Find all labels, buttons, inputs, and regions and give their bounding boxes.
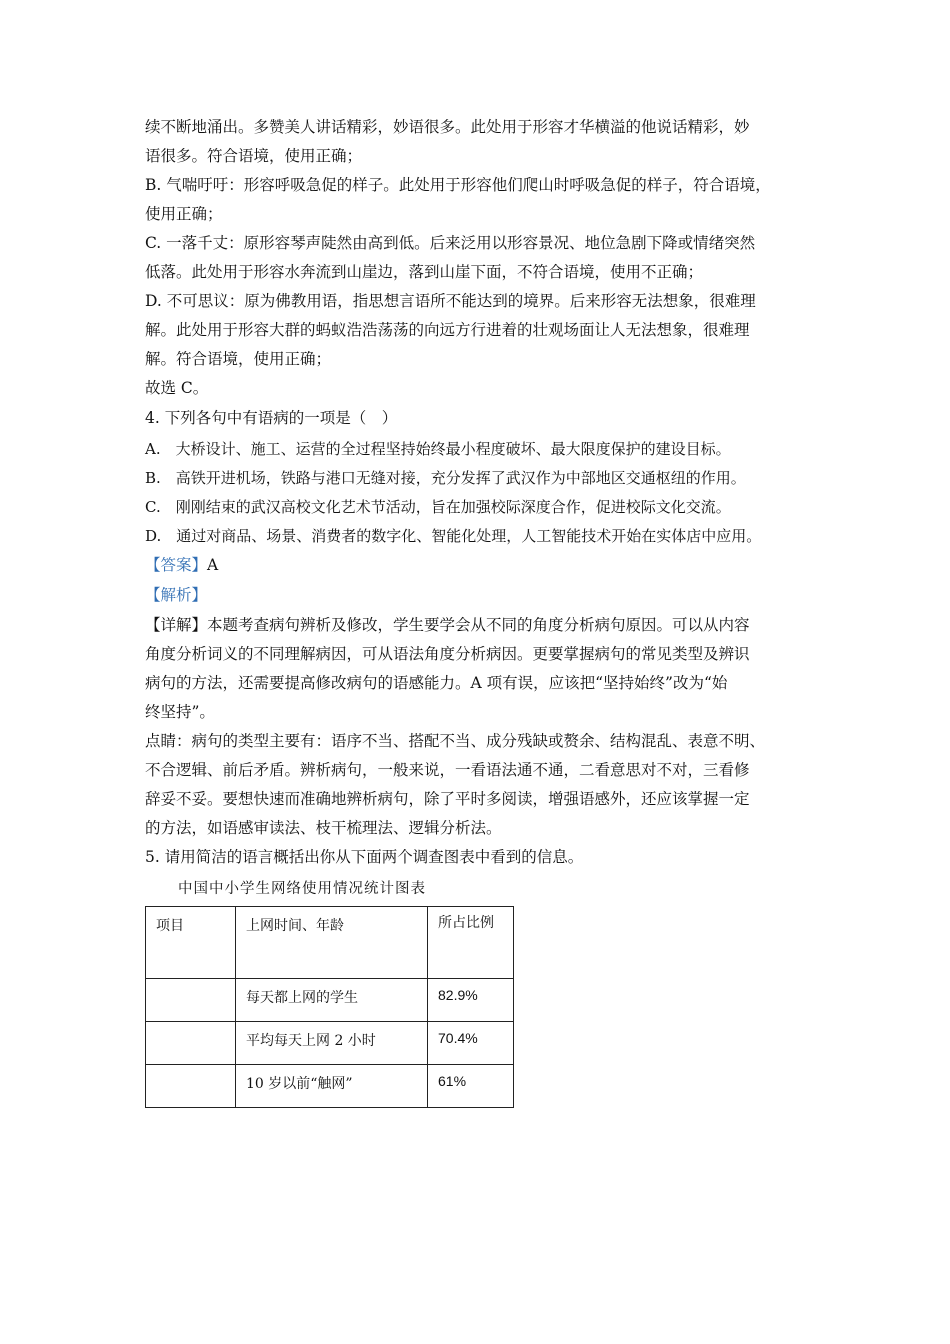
text-line: C. 一落千丈：原形容琴声陡然由高到低。后来泛用以形容景况、地位急剧下降或情绪突然	[145, 234, 756, 252]
row-pct: 70.4%	[428, 1022, 514, 1065]
text-line: D. 不可思议：原为佛教用语，指思想言语所不能达到的境界。后来形容无法想象，很难理	[145, 292, 756, 310]
question-5-stem: 5. 请用简洁的语言概括出你从下面两个调查图表中看到的信息。	[145, 848, 584, 866]
row-item	[146, 1065, 236, 1108]
row-item	[146, 979, 236, 1022]
statistics-table	[145, 906, 514, 1108]
text-line: 使用正确；	[145, 205, 223, 223]
question-4-stem: 4. 下列各句中有语病的一项是（ ）	[145, 409, 398, 427]
text-line: 续不断地涌出。多赞美人讲话精彩，妙语很多。此处用于形容才华横溢的他说话精彩，妙	[145, 118, 750, 136]
detail-tag: 【详解】	[145, 616, 208, 634]
option-d: D. 通过对商品、场景、消费者的数字化、智能化处理，人工智能技术开始在实体店中应用。	[145, 527, 762, 545]
answer-line	[145, 555, 218, 575]
header-desc: 上网时间、年龄	[236, 907, 428, 979]
row-item	[146, 1022, 236, 1065]
row-desc: 平均每天上网 2 小时	[236, 1022, 428, 1065]
text-line: 解。符合语境，使用正确；	[145, 350, 332, 368]
text-line: 语很多。符合语境，使用正确；	[145, 147, 363, 165]
row-pct: 82.9%	[428, 979, 514, 1022]
detail-text: 本题考查病句辨析及修改，学生要学会从不同的角度分析病句原因。可以从内容	[207, 616, 750, 634]
table-row	[146, 1065, 514, 1108]
table-caption: 中国中小学生网络使用情况统计图表	[178, 881, 426, 897]
detail-line: 终坚持”。	[145, 703, 215, 721]
row-pct: 61%	[428, 1065, 514, 1108]
option-b: B. 高铁开进机场，铁路与港口无缝对接，充分发挥了武汉作为中部地区交通枢纽的作用。	[145, 469, 746, 487]
table-header-row	[146, 907, 514, 979]
analysis-tag: 【解析】	[145, 586, 208, 604]
detail-line: 病句的方法，还需要提高修改病句的语感能力。A 项有误，应该把“坚持始终”改为“始	[145, 674, 728, 692]
text-line: B. 气喘吁吁：形容呼吸急促的样子。此处用于形容他们爬山时呼吸急促的样子，符合语境，	[145, 176, 771, 194]
header-pct: 所占比例	[428, 907, 514, 979]
text-line: 解。此处用于形容大群的蚂蚁浩浩荡荡的向远方行进着的壮观场面让人无法想象，很难理	[145, 321, 750, 339]
answer-value: A	[207, 556, 219, 574]
table-row	[146, 1022, 514, 1065]
tip-line: 不合逻辑、前后矛盾。辨析病句，一般来说，一看语法通不通，二看意思对不对，三看修	[145, 761, 750, 779]
detail-line	[145, 615, 750, 635]
text-line: 低落。此处用于形容水奔流到山崖边，落到山崖下面，不符合语境，使用不正确；	[145, 263, 704, 281]
row-desc: 每天都上网的学生	[236, 979, 428, 1022]
tip-line: 点睛：病句的类型主要有：语序不当、搭配不当、成分残缺或赘余、结构混乱、表意不明、	[145, 732, 766, 750]
table-row	[146, 979, 514, 1022]
header-item: 项目	[146, 907, 236, 979]
tip-line: 的方法，如语感审读法、枝干梳理法、逻辑分析法。	[145, 819, 502, 837]
tip-line: 辞妥不妥。要想快速而准确地辨析病句，除了平时多阅读，增强语感外，还应该掌握一定	[145, 790, 750, 808]
option-c: C. 刚刚结束的武汉高校文化艺术节活动，旨在加强校际深度合作，促进校际文化交流。	[145, 498, 731, 516]
detail-line: 角度分析词义的不同理解病因，可从语法角度分析病因。更要掌握病句的常见类型及辨识	[145, 645, 750, 663]
text-line: 故选 C。	[145, 379, 209, 397]
option-a: A. 大桥设计、施工、运营的全过程坚持始终最小程度破坏、最大限度保护的建设目标。	[145, 440, 731, 458]
answer-tag: 【答案】	[145, 556, 208, 574]
row-desc: 10 岁以前“触网”	[236, 1065, 428, 1108]
